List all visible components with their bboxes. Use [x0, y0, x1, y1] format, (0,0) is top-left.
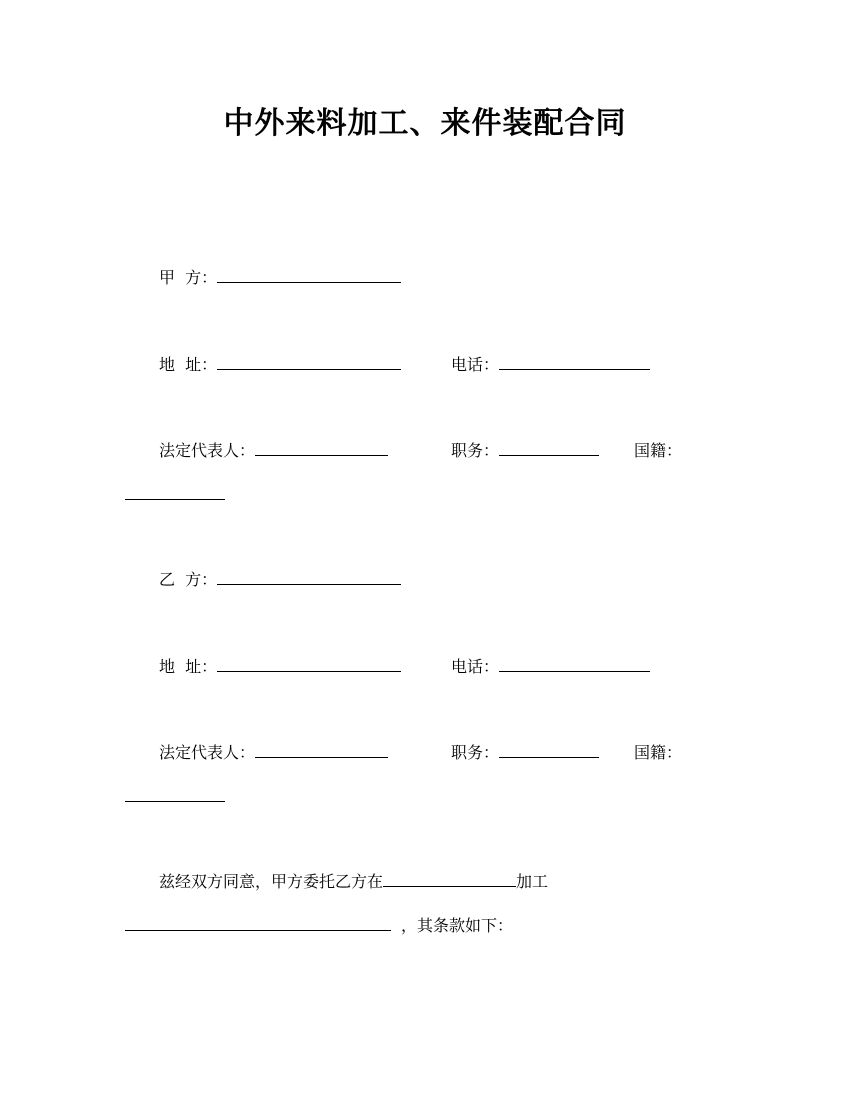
party-b-rep-blank[interactable]	[255, 743, 388, 758]
document-title: 中外来料加工、来件装配合同	[223, 106, 627, 141]
party-b-blank[interactable]	[217, 570, 401, 585]
party-a-address-line	[159, 355, 401, 375]
party-a-address-blank[interactable]	[217, 355, 401, 370]
party-b-line	[159, 570, 401, 590]
party-a-nationality-label: 国籍：	[634, 441, 683, 460]
party-a-nationality-blank[interactable]	[125, 499, 225, 500]
party-b-nationality-blank[interactable]	[125, 801, 225, 802]
party-a-label: 甲 方：	[159, 268, 218, 287]
party-a-phone-blank[interactable]	[499, 355, 650, 370]
party-a-position-label: 职务：	[451, 441, 500, 460]
agreement-location-blank[interactable]	[383, 872, 516, 887]
party-b-position-line	[451, 743, 599, 763]
party-b-address-line	[159, 657, 401, 677]
party-b-address-blank[interactable]	[217, 657, 401, 672]
party-b-rep-line	[159, 743, 388, 763]
party-a-address-label: 地 址：	[159, 355, 218, 374]
party-a-rep-blank[interactable]	[255, 441, 388, 456]
party-b-address-label: 地 址：	[159, 657, 218, 676]
party-b-phone-label: 电话：	[451, 657, 500, 676]
party-a-blank[interactable]	[217, 268, 401, 283]
party-a-rep-label: 法定代表人：	[159, 441, 256, 460]
party-b-position-blank[interactable]	[499, 743, 599, 758]
agreement-text-mid: 加工	[516, 872, 549, 891]
agreement-line-1	[159, 872, 548, 892]
party-b-rep-label: 法定代表人：	[159, 743, 256, 762]
party-b-phone-blank[interactable]	[499, 657, 650, 672]
party-b-nationality-label: 国籍：	[634, 743, 683, 762]
party-a-position-line	[451, 441, 599, 461]
party-a-phone-label: 电话：	[451, 355, 500, 374]
party-b-position-label: 职务：	[451, 743, 500, 762]
party-a-phone-line	[451, 355, 650, 375]
party-a-rep-line	[159, 441, 388, 461]
agreement-line-2	[125, 916, 513, 936]
agreement-text-end: ，其条款如下：	[401, 916, 514, 935]
party-a-line	[159, 268, 401, 288]
party-a-position-blank[interactable]	[499, 441, 599, 456]
agreement-text-start: 兹经双方同意，甲方委托乙方在	[159, 872, 384, 891]
party-b-phone-line	[451, 657, 650, 677]
agreement-item-blank[interactable]	[125, 916, 391, 931]
party-b-label: 乙 方：	[159, 570, 218, 589]
